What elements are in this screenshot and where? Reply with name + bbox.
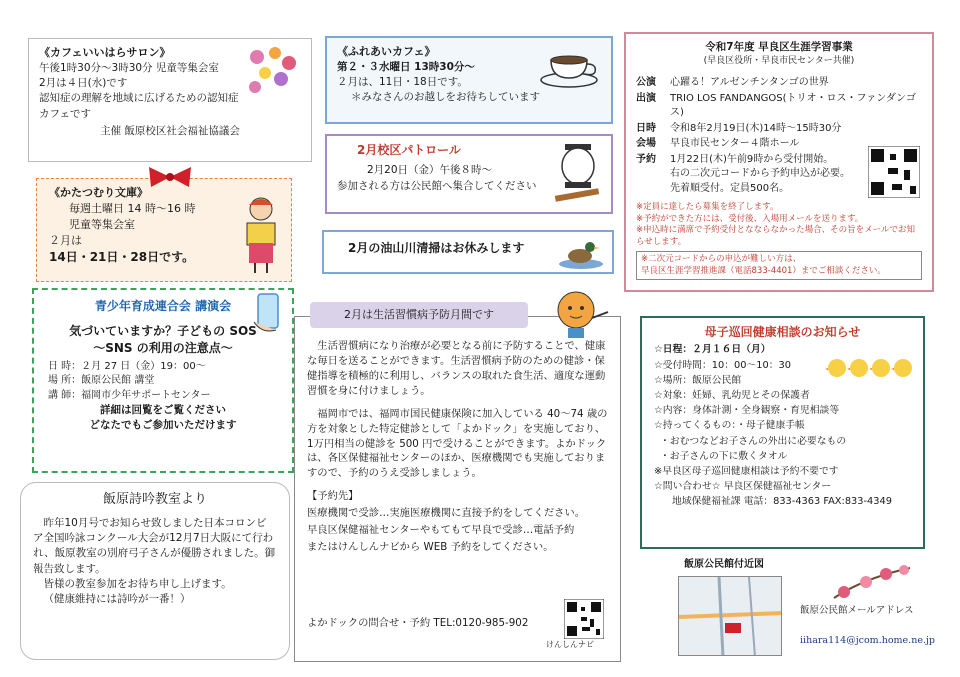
event-row: 日時 令和8年2月19日(木)14時～15時30分 [636,122,842,134]
fureai-cafe-box [325,36,613,124]
map-image [678,576,782,656]
salon-line: 午後1時30分～3時30分 児童等集会室 [39,61,219,74]
health-row: ☆内容：身体計測・全身観察・育児相談等 [654,405,840,417]
cafe-dates: ２月は、11日・18日です。 [337,76,468,89]
salon-title: 《カフェいいはらサロン》 [39,46,171,59]
salon-line: 2月は４日(水)です [39,77,128,90]
mail-label: 飯原公民館メールアドレス [800,605,914,616]
poem-paragraph: 皆様の教室参加をお待ち申し上げます。 [43,577,232,590]
smartphone-icon [250,292,286,336]
youth-date: 日 時：２月 27 日（金）19：00～ [48,360,206,372]
lifestyle-paragraph: 福岡市では、福岡市国民健康保険に加入している 40～74 歳の方を対象とした特定健診として「よかドック」を実施しており、1万円相当の健診を 500 円で受けることができます。よかドックは、各区保健福祉センターのほか、医療機関でも実施しておりますので、予約のうえ受診しましょう。 [307,407,608,480]
qr-code-icon[interactable] [564,599,604,639]
event-note: ※定員に達したら募集を終了します。 [636,202,779,213]
youth-lecturer: 講 師：福岡市少年サポートセンター [48,389,211,401]
chicks-icon [825,352,917,380]
event-row: 会場 早良市民センター４階ホール [636,138,800,150]
youth-headline: 気づいていますか？子どもの SOS [69,324,257,339]
duck-icon [556,236,606,270]
reservation-line: 医療機関で受診…実施医療機関に直接予約をしてください。 [307,507,586,520]
youth-note: 詳細は回覧をご覧ください [100,404,226,417]
health-row: ・おむつなどお子さんの外出に必要なもの [660,435,847,447]
salon-box [28,38,312,162]
patrol-note: 参加される方は公民館へ集合してください [337,179,537,192]
lantern-icon [551,142,605,206]
health-row: ☆受付時間：10：00～10：30 [654,359,792,371]
youth-lecture-box [32,288,294,473]
salon-sponsor: 主催 飯原校区社会福祉協議会 [100,124,240,137]
event-header: 令和7年度 早良区生涯学習事業 [705,41,853,53]
health-row: ☆場所：飯原公民館 [654,374,742,386]
poem-paragraph: 昨年10月号でお知らせ致しました日本コロンビア全国吟詠コンクール大会が12月7日大阪にて行われ、飯原教室の別府弓子さんが優勝されました。御報告致します。 [33,516,276,575]
cafe-note: ＊みなさんのお越しをお待ちしています [351,91,540,104]
reservation-title: 【予約先】 [307,490,359,503]
bunko-line: ２月は [49,233,82,247]
health-row: 地域保健福祉課 電話：833-4363 FAX:833-4349 [672,496,892,508]
health-row: ☆日程：２月１６日（月） [654,344,771,356]
reading-girl-icon [239,193,285,275]
patrol-box [325,134,613,214]
event-note: ※申込時に満席で予約受付となならなかった場合、その旨をメールでお知らせします。 [636,225,915,247]
bunko-title: 《かたつむり文庫》 [49,186,148,199]
event-notice-box: ※二次元コードからの申込が難しい方は、 早良区生涯学習推進課（電話833-4401）までご相談ください。 [636,251,922,280]
salon-line: 認知症の理解を地域に広げるための認知症 [39,92,239,105]
event-note: ※予約ができた方には、受付後、入場用メールを送ります。 [636,213,864,224]
health-row: ・お子さんの下に敷くタオル [660,450,788,462]
qr-label: けんしんナビ [546,640,594,650]
event-sub: (早良区役所・早良市民センター共催) [703,56,855,67]
youth-place: 場 所：飯原公民館 講堂 [48,375,155,387]
health-row: ※早良区母子巡回健康相談は予約不要です [654,466,839,478]
reservation-line: 早良区保健福祉センターやもてもて早良で受診…電話予約 [307,524,575,537]
salon-line: カフェです [39,107,91,120]
poem-paragraph: （健康維持には詩吟が一番！） [43,592,191,605]
youth-note: どなたでもご参加いただけます [89,419,237,432]
reservation-line: またはけんしんナビから WEB 予約をしてください。 [307,541,554,554]
flower-icon [243,43,303,103]
youth-headline: ～SNS の利用の注意点～ [93,340,233,355]
health-consult-box [640,316,925,549]
river-cleanup-box [322,230,614,274]
qr-code-icon[interactable] [868,146,920,198]
health-title: 母子巡回健康相談のお知らせ [704,325,861,339]
map-title: 飯原公民館付近図 [684,559,764,570]
event-row: 公演 心躍る！アルゼンチンタンゴの世界 [636,77,829,89]
river-title: 2月の油山川清掃はお休みします [348,241,525,255]
plum-blossom-icon [824,558,914,608]
ribbon-icon [145,163,195,193]
lifestyle-title: 2月は生活習慣病予防月間です [310,302,528,328]
event-row: 出演 TRIO LOS FANDANGOS(トリオ・ロス・ファンダンゴス) [636,92,916,119]
lifestyle-disease-box [294,316,621,662]
lifestyle-paragraph: 生活習慣病になり治療が必要となる前に予防することで、健康な毎日を送ることができます。生活習慣病予防のための健診・保健指導を積極的に利用し、バランスの取れた食生活、適度な運動習慣を身に付けましょう。 [307,340,606,397]
poem-class-box [20,482,290,660]
mail-address[interactable]: iihara114@jcom.home.ne.jp [800,635,935,646]
bunko-dates: 14日・21日・28日です。 [49,249,195,264]
tango-event-box [624,32,934,292]
youth-title: 青少年育成連合会 講演会 [94,299,232,313]
patrol-title: 2月校区パトロール [357,143,461,157]
health-row: ☆対象：妊婦、乳幼児とその保護者 [654,390,810,401]
coffee-cup-icon [539,46,603,90]
cafe-schedule: 第２・３水曜日 13時30分～ [337,60,475,73]
mascot-icon [548,288,612,340]
bunko-line: 毎週土曜日 14 時～16 時 [69,201,196,215]
event-row: 予約 1月22日(木)午前9時から受付開始。 右の二次元コードから予約申込が必要。 先着順受付。定員500名。 [636,153,850,194]
yokadock-contact: よかドックの問合せ・予約 TEL:0120-985-902 [307,617,529,630]
patrol-date: 2月20日（金）午後８時～ [367,164,493,177]
poem-title: 飯原詩吟教室より [102,492,207,507]
bunko-line: 児童等集会室 [69,217,135,231]
health-row: ☆持ってくるもの：・母子健康手帳 [654,420,805,432]
bunko-box [36,178,292,282]
cafe-title: 《ふれあいカフェ》 [337,45,436,58]
health-row: ☆問い合わせ☆ 早良区保健福祉センター [654,481,832,493]
